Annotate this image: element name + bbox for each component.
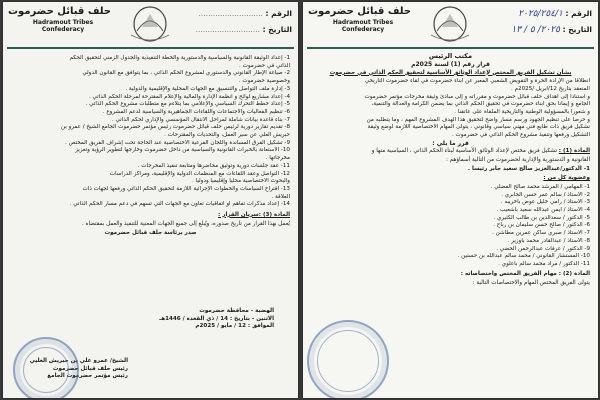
article-2-heading: المادة (2) : مهام الفريق المختص واختصاصاته : xyxy=(460,271,590,278)
official-stamp xyxy=(307,320,389,398)
article-1: المادة (1) : تشكيل فريق مختص لإعداد الوثائق الأساسية لبناء الحكم الذاتي ، السياسية منها و xyxy=(371,148,590,155)
list-item: 4- الأستاذ / أيمن عبدالله سعيد باشعيب . xyxy=(496,206,590,213)
list-item: والبحوث الاختصاصية محليا وإقليميا ودوليا . xyxy=(192,178,290,185)
decides-heading: قرر ما يلي : xyxy=(432,139,469,147)
article-3-heading: المادة (3) :سريان القرار : xyxy=(218,211,290,218)
issue-date-gregorian: الموافق : 12 / مايو / 2025م xyxy=(195,323,274,329)
list-item: العلاقة . xyxy=(271,193,290,200)
confederacy-emblem-icon xyxy=(425,5,475,43)
official-stamp xyxy=(13,337,79,398)
reference-date: التاريخ : ........................... xyxy=(195,25,292,34)
letterhead xyxy=(3,2,298,46)
list-item: 10- الاستعانة بالخبرات القانونية والسياسية من داخل حضرموت وخارجها لتطوير الرؤية وتعزيز xyxy=(75,147,290,154)
confederacy-emblem-icon xyxy=(125,5,175,43)
list-item: المنعقد بتاريخ 12/ابريل /2025م . xyxy=(511,85,590,92)
organization-name-arabic: حلف قبائل حضرموت xyxy=(8,6,112,17)
organization-name-english: Hadramout Tribes Confederacy xyxy=(32,19,94,33)
list-item: 9- تشكيل الفرق المساندة واللجان الفرعية الاختصاصية عند الحاجة تحت إشراف الفريق المختص . xyxy=(65,139,290,146)
list-item: وخصوصية حضرموت . xyxy=(238,78,290,85)
header-rule xyxy=(307,47,594,49)
handwritten-number: ٢٠٢٥/٢٥٤/١ xyxy=(518,9,563,19)
decision-subject: بشأن تشكيل الفريق المختص لإعداد الوثائق الأساسية لتحقيق الحكم الذاتي في حضرموت xyxy=(329,69,572,76)
list-item: حبريش العلي عن سير العمل، والتحديات والمقترحات . xyxy=(164,132,290,139)
list-item: 7- الأستاذ / صبري ساكن عمرين مطاشن . xyxy=(492,230,590,237)
tasks-list xyxy=(11,55,290,209)
reference-date: التاريخ : ٢٠٢٥/ ٥ / ١٣ xyxy=(511,25,592,35)
list-item: 1- إعداد الوثيقة القانونية والسياسية والدستورية والخطة التنفيذية والجدول الزمني لتحقيق الحكم xyxy=(69,55,290,61)
signatory-title-2: رئيس مؤتمر حضرموت الجامع xyxy=(47,373,128,379)
list-item: و حرصا على تنظيم الجهود ورسم مسار واضح لتحقيق هذا الهدف المشروع المهم ، وما يتطلبه من xyxy=(366,116,590,123)
organization-name-arabic: حلف قبائل حضرموت xyxy=(308,6,412,17)
list-item: و استنادا إلى أهداف حلف قبائل حضرموت و مقرراته و إلى مبادئ وثيقة مخرجات مؤتمر حضرموت xyxy=(364,93,590,100)
article-3-text: يُعمل بهذا القرار من تاريخ صدوره، ويُبلغ إلى جميع الجهات المعنية للتنفيذ والعمل بمقتضاه . xyxy=(81,220,290,227)
list-item: و شعورا بالمسؤولية الوطنية والتاريخية الملقاة على عاتقنا . xyxy=(454,109,590,116)
list-item: 2- الأستاذ / سالم عمر حسن الجابري . xyxy=(501,191,590,198)
list-item: 8- تقديم تقارير دورية لرئيس حلف قبائل حضرموت رئيس مؤتمر حضرموت الجامع الشيخ / عمرو بن xyxy=(61,124,290,131)
list-item: 3- إدارة ملف التواصل والتنسيق مع الجهات المحلية والإقليمية والدولية . xyxy=(125,85,290,92)
list-item: 6- الدكتور / صالح حسن سليمان بن رباح . xyxy=(493,222,590,229)
list-item: 1- المهامي / المرشد محمد صالح الفضلي . xyxy=(490,183,590,190)
list-item: 10- المستشار القانوني / محمد سالم عبدالله بن حسنين . xyxy=(457,253,590,260)
reference-number: الرقم : ٢٠٢٥/٢٥٤/١ xyxy=(518,9,592,19)
organization-name-english: Hadramout Tribes Confederacy xyxy=(332,19,394,33)
list-item: مخرجاتها . xyxy=(265,155,290,162)
document-page-2 xyxy=(3,2,298,398)
list-item: الذاتي في حضرموت . xyxy=(239,62,290,69)
reference-number: الرقم : ........................... xyxy=(198,9,292,18)
letterhead xyxy=(303,2,598,46)
signatory-title-1: رئيس حلف قبائل حضرموت xyxy=(52,365,128,372)
list-item: تشكيل فريق ذات طابع فني مهني سياسي وقانوني ، يتولى المهام الاختصاصية اللازمة لوضع وثيقة xyxy=(367,124,590,131)
list-item: 11- الدكتور / مراد محمد سالم باعلوي . xyxy=(498,260,590,267)
list-item: 6- تنظيم الفعاليات والاجتماعات واللقاءات الجماهيرية والسياسية لدعم المشروع . xyxy=(102,108,290,115)
members-heading: وعضوية كل من : xyxy=(543,174,590,181)
list-item: 5- الدكتور / سعدالدين بن طالب الكثيري . xyxy=(493,214,590,221)
signatory-name: الشيخ/ عمرو علي بن حبريش العليي xyxy=(29,358,128,364)
list-item: 8- الأستاذ / عبدالقادر محمد باوزير . xyxy=(507,237,590,244)
list-item: 7- بناء قاعدة بيانات شاملة لمراحل الانتقال المؤسسي والإداري لحكم الذاتي . xyxy=(111,116,290,123)
issue-details xyxy=(159,308,274,331)
tasks-body xyxy=(11,55,290,237)
decision-body xyxy=(311,53,590,289)
list-item: 5- إعداد خطط التحرك السياسي والإعلامي بما يتلاءم مع متطلبات مشروع الحكم الذاتي . xyxy=(85,101,290,108)
list-item: 12- التواصل وعقد اللقاءات مع المنظمات الدولية والإقليمية، ومراكز الدراسات xyxy=(109,170,290,177)
decision-title: قرار رقم (1) لسنة 2025م xyxy=(411,61,490,69)
list-item: 11- عقد جلسات دورية وتوثيق محاضرها ومتابعة تنفيذ المخرجات . xyxy=(137,162,290,169)
list-item: التشكيل ورفعها وتنفيذ مشروع الحكم الذاتي في حضرموت . xyxy=(451,132,590,139)
list-item: 13- اقتراح السياسات والخطوات الإجرائية اللازمة لتحقيق الحكم الذاتي ورفعها لجهات ذات xyxy=(82,185,290,192)
preamble xyxy=(311,78,590,139)
members-list xyxy=(311,184,590,268)
list-item: 4- إعداد مشاريع لوائح و أنظمة الإدارة والمالية والإعلام المقترحة لمرحلة الحكم الذاتي . xyxy=(88,93,290,100)
issued-by: صدر برئاسة حلف قبائل حضرموت xyxy=(104,230,197,237)
article-1-continued: القانونية و الدستورية والإدارية لحضرموت من التالية أسماؤهم : xyxy=(445,157,590,164)
issue-date-hijri: الاثنين - بتاريخ : 14 / ذي القعدة / 1446هـ xyxy=(159,315,274,322)
list-item: انطلاقا من الإرادة الحرة و التفويض الشعبي المعبر عن أبناء حضرموت في لقاء حضرموت التاريخي xyxy=(364,78,590,85)
list-item: 2- صياغة الإطار القانوني والدستوري لمشروع الحكم الذاتي ، بما يتوافق مع القانون الدولي xyxy=(82,70,290,77)
list-item: 9- الدكتور / عرفات عبدالرحمن الحضي . xyxy=(496,245,590,252)
team-chair: 1- الدكتور/عبدالعزيز صالح سعيد جابر رئيسا . xyxy=(467,166,590,173)
office-title: مكتب الرئيس xyxy=(428,52,473,60)
list-item: الجامع و إيمانا بحق أبناء حضرموت في تحقيق الحكم الذاتي بما يضمن الكرامة والعدالة والتنمية، xyxy=(371,101,590,108)
list-item: 14- إعداد مذكرات تفاهم أو اتفاقيات تعاون مع الجهات التي تسهم في دعم مسار الحكم الذاتي . xyxy=(69,201,290,208)
list-item: 3- الأستاذ / رامي خليل عوض باخريبه . xyxy=(500,199,590,206)
header-rule xyxy=(7,47,294,49)
document-page-1 xyxy=(303,2,598,398)
handwritten-date: ٢٠٢٥/ ٥ / ١٣ xyxy=(511,25,560,35)
issue-place: الهضبة - محافظة حضرموت xyxy=(199,308,274,314)
article-2-text: يتولى الفريق المختص المهام والاختصاصات التالية : xyxy=(472,280,590,287)
